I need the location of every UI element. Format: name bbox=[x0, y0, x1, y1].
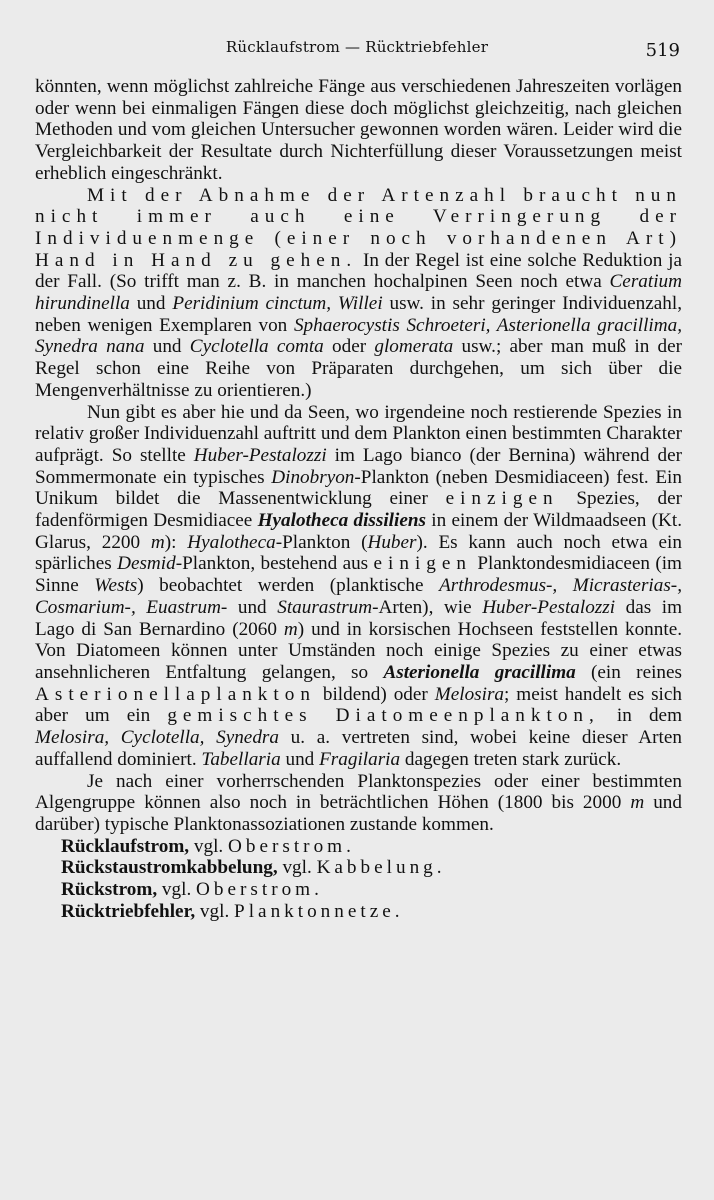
text-run: Nun gibt es aber hie und da Seen, wo irgendeine noch restierende Spezies in relativ großer Individuenzahl auftritt und dem Plankton einen bestimmten Charakter aufprägt. So stellte bbox=[35, 401, 682, 466]
text-run: im Lago bianco (der Bernina) während der Sommermonate ein typisches bbox=[35, 444, 683, 488]
text-run: -Plankton ( bbox=[275, 531, 368, 553]
species-name: Hyalotheca dissiliens bbox=[257, 510, 426, 532]
text-run: das im Lago di San Bernardino (2060 bbox=[35, 596, 683, 640]
emphasized-phrase: gemischtes Diatomeenplankton, bbox=[167, 705, 600, 727]
species-name: Melosira bbox=[434, 683, 505, 705]
emphasized-word: einigen bbox=[373, 553, 472, 575]
species-name: Melosira, Cyclotella, Synedra bbox=[35, 727, 279, 749]
entry-reference: Kabbelung. bbox=[316, 857, 446, 879]
emphasized-word: Asterionellaplankton bbox=[35, 683, 316, 705]
paragraph-1-text: könnten, wenn möglichst zahlreiche Fänge aus verschiedenen Jahreszeiten vorlägen oder wenn bei einmaligen Fängen diese doch möglichst gleichzeitig, nach gleichen Methoden und vom gleichen Untersucher gewonnen worden wären. Leider wird die Vergleichbarkeit der Resultate durch Nichterfüllung dieser Voraussetzungen meist erheblich eingeschränkt. bbox=[35, 76, 682, 184]
species-name: Sphaerocystis Schroeteri, Asterionella gracillima, Synedra nana bbox=[35, 314, 682, 358]
body-text bbox=[35, 76, 682, 922]
paragraph-1 bbox=[35, 76, 682, 185]
dictionary-entry bbox=[35, 836, 682, 858]
species-name: Hyalotheca bbox=[187, 531, 276, 553]
page-header bbox=[0, 38, 714, 62]
entry-reference: Oberstrom. bbox=[228, 835, 355, 857]
author-name: Huber-Pestalozzi bbox=[482, 596, 616, 618]
text-run: ) und in korsischen Hochseen feststellen konnte. Von Diatomeen können unter Umständen noch einige Spezies zu einer etwas ansehnlicheren Entfaltung gelangen, so bbox=[35, 618, 683, 683]
text-run: und bbox=[129, 293, 173, 315]
running-head: Rücklaufstrom — Rücktriebfehler bbox=[225, 38, 489, 56]
emphasized-word: einzigen bbox=[445, 488, 559, 510]
dictionary-entry bbox=[35, 857, 682, 879]
species-name: Peridinium cinctum, Willei bbox=[172, 293, 383, 315]
text-run: Spezies, der fadenförmigen Desmidiacee bbox=[35, 488, 682, 532]
paragraph-3 bbox=[35, 402, 682, 771]
species-name: glomerata bbox=[374, 336, 454, 358]
dictionary-entry bbox=[35, 879, 682, 901]
dictionary-entry bbox=[35, 901, 682, 923]
author-name: Wests bbox=[94, 575, 138, 597]
species-name: Cyclotella comta bbox=[189, 336, 324, 358]
entry-reference: Planktonnetze. bbox=[234, 900, 404, 922]
unit: m bbox=[150, 531, 165, 553]
species-name: Ceratium hirundinella bbox=[35, 271, 682, 315]
text-run: Je nach einer vorherrschenden Planktonspezies oder einer bestimmten Algengruppe können also noch in beträchtlichen Höhen (1800 bis 2000 bbox=[35, 770, 682, 814]
species-name: Arthrodesmus-, Micrasterias-, Cosmarium-, Euastrum- bbox=[35, 575, 682, 618]
author-name: Huber bbox=[367, 531, 417, 553]
species-name: Desmid bbox=[117, 553, 176, 575]
species-name: Tabellaria bbox=[201, 748, 281, 770]
text-run: und bbox=[144, 336, 190, 358]
text-run: dagegen treten stark zurück. bbox=[400, 748, 622, 770]
species-name: Asterionella gracillima bbox=[383, 661, 576, 683]
text-run: ; meist handelt es sich aber um ein bbox=[35, 683, 682, 727]
text-run: und bbox=[280, 748, 320, 770]
author-name: Huber-Pestalozzi bbox=[193, 444, 327, 466]
unit: m bbox=[630, 792, 645, 814]
text-run: in dem bbox=[599, 705, 682, 727]
text-run: bildend) oder bbox=[315, 683, 435, 705]
dictionary-entries bbox=[35, 836, 682, 923]
text-run: ). Es kann auch noch etwa ein spärliches bbox=[35, 531, 682, 575]
entry-vgl: vgl. bbox=[195, 900, 235, 922]
species-name: Dinobryon bbox=[271, 466, 355, 488]
text-run: und bbox=[227, 596, 278, 618]
paragraph-4 bbox=[35, 771, 682, 836]
entry-headword: Rückstaustromkabbelung, bbox=[61, 857, 278, 879]
text-run: u. a. vertreten sind, wobei keine dieser Arten auffallend dominiert. bbox=[35, 727, 682, 770]
text-run: -Plankton, bestehend aus bbox=[175, 553, 374, 575]
text-run: -Arten), wie bbox=[372, 596, 483, 618]
entry-vgl: vgl. bbox=[189, 835, 229, 857]
entry-headword: Rücklaufstrom, bbox=[61, 835, 190, 857]
entry-headword: Rückstrom, bbox=[61, 879, 158, 901]
entry-vgl: vgl. bbox=[277, 857, 317, 879]
paragraph-2 bbox=[35, 185, 682, 402]
entry-vgl: vgl. bbox=[157, 879, 197, 901]
unit: m bbox=[283, 618, 298, 640]
text-run: ) beobachtet werden (planktische bbox=[137, 575, 440, 597]
text-run: Planktondesmidiaceen (im Sinne bbox=[35, 553, 682, 597]
page-number: 519 bbox=[645, 40, 680, 61]
text-run: -Plankton (neben Desmidiaceen) fest. Ein Unikum bildet die Massenentwicklung einer bbox=[35, 466, 682, 510]
text-run: In der Regel ist eine solche Reduktion ja der Fall. (So trifft man z. B. in manchen hochalpinen Seen noch etwa bbox=[35, 249, 682, 293]
text-run: in einem der Wildmaadseen (Kt. Glarus, 2200 bbox=[35, 510, 683, 553]
entry-reference: Oberstrom. bbox=[196, 879, 323, 901]
text-run: usw.; aber man muß in der Regel schon eine Reihe von Präparaten durchgehen, um sich über die Mengenverhältnisse zu orientieren.) bbox=[35, 336, 683, 401]
species-name: Fragilaria bbox=[319, 748, 401, 770]
species-name: Staurastrum bbox=[277, 596, 373, 618]
entry-headword: Rücktriebfehler, bbox=[61, 900, 196, 922]
emphasized-sentence: Mit der Abnahme der Artenzahl braucht nun nicht immer auch eine Verringerung der Individuenmenge (einer noch vorhandenen Art) Hand in Hand zu gehen. bbox=[35, 184, 682, 271]
text-run: (ein reines bbox=[575, 661, 682, 683]
text-run: usw. in sehr geringer Individuenzahl, neben wenigen Exemplaren von bbox=[35, 293, 683, 336]
text-run: und darüber) typische Planktonassoziationen zustande kommen. bbox=[35, 792, 682, 835]
text-run: oder bbox=[323, 336, 375, 358]
text-run: ): bbox=[164, 531, 188, 553]
